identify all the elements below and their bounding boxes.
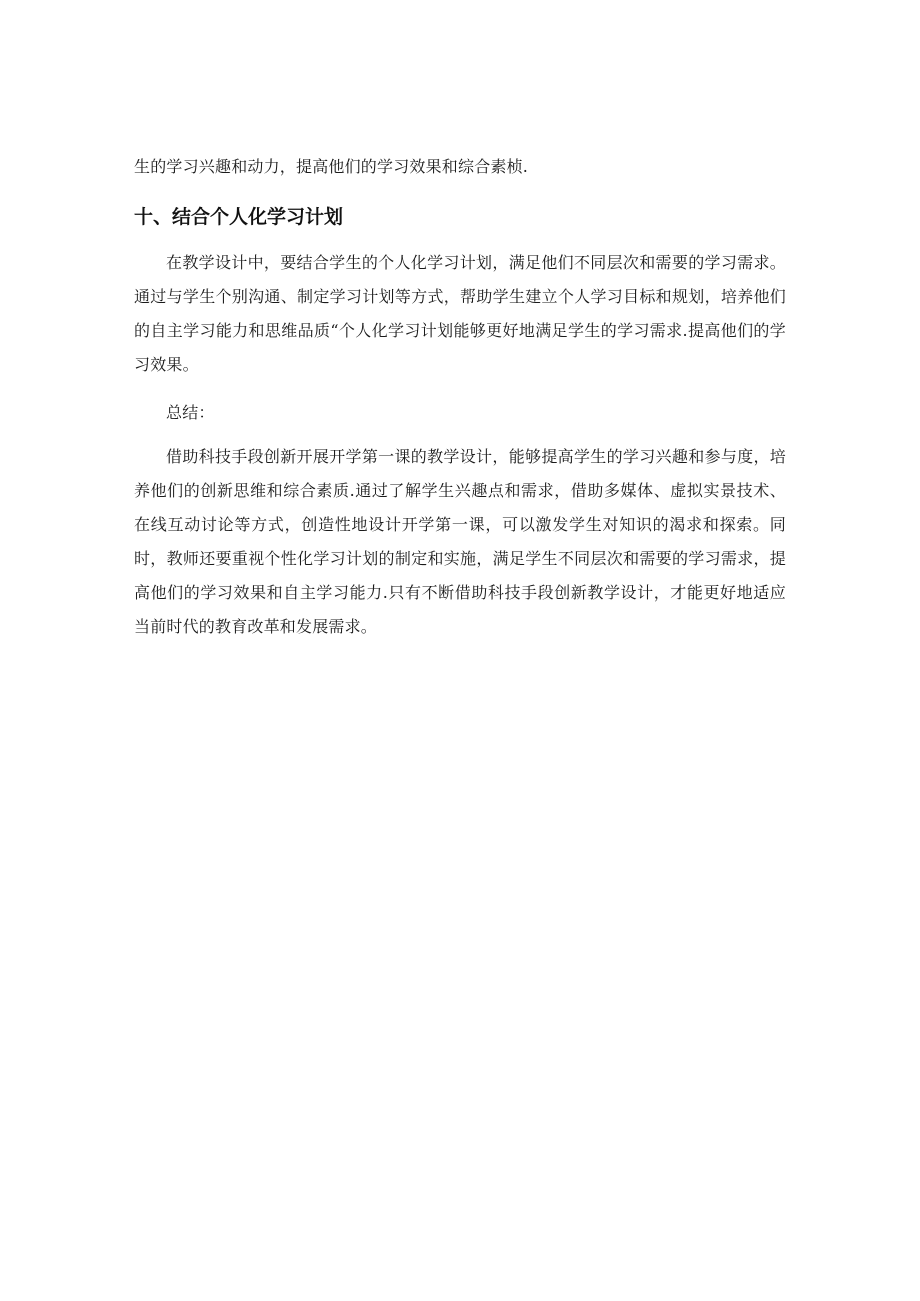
document-body — [134, 150, 786, 644]
summary-paragraph: 借助科技手段创新开展开学第一课的教学设计，能够提高学生的学习兴趣和参与度，培养他们的创新思维和综合素质.通过了解学生兴趣点和需求，借助多媒体、虚拟实景技术、在线互动讨论等方式，创造性地设计开学第一课，可以激发学生对知识的渴求和探索。同时，教师还要重视个性化学习计划的制定和实施，满足学生不同层次和需要的学习需求，提高他们的学习效果和自主学习能力.只有不断借助科技手段创新教学设计，才能更好地适应当前时代的教育改革和发展需求。 — [134, 447, 786, 636]
section-paragraph: 在教学设计中，要结合学生的个人化学习计划，满足他们不同层次和需要的学习需求。通过与学生个别沟通、制定学习计划等方式，帮助学生建立个人学习目标和规划，培养他们的自主学习能力和思维品质“个人化学习计划能够更好地满足学生的学习需求.提高他们的学习效果。 — [134, 253, 786, 374]
summary-label: 总结： — [166, 403, 215, 422]
section-heading: 十、结合个人化学习计划 — [134, 206, 344, 228]
continuation-paragraph: 生的学习兴趣和动力，提高他们的学习效果和综合素桢. — [134, 157, 529, 176]
